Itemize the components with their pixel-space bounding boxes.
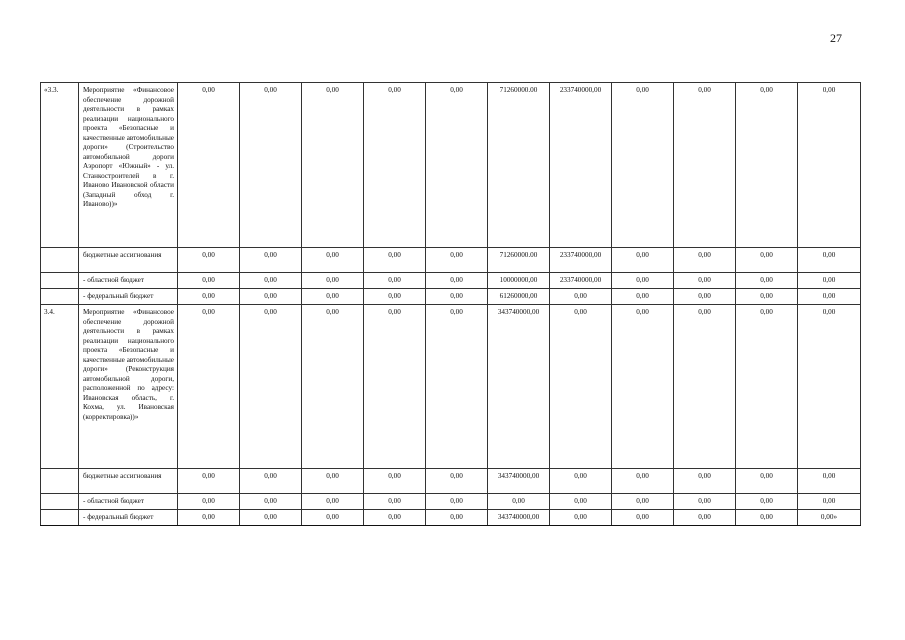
table-cell: 0,00: [178, 305, 240, 469]
table-cell: 0,00: [674, 289, 736, 305]
table-cell: 0,00: [426, 273, 488, 289]
table-cell: 0,00: [240, 83, 302, 248]
table-cell: 0,00: [240, 469, 302, 494]
table-cell: 0,00: [364, 494, 426, 510]
table-cell: 0,00: [426, 494, 488, 510]
table-cell: 0,00: [302, 289, 364, 305]
table-cell: 0,00: [240, 248, 302, 273]
table-row: [41, 305, 861, 469]
table-cell: 233740000,00: [550, 248, 612, 273]
table-cell: 0,00: [550, 469, 612, 494]
table-cell: 0,00: [798, 83, 861, 248]
table-cell: 0,00: [736, 305, 798, 469]
table-cell: 0,00: [612, 510, 674, 526]
row-label: Мероприятие «Финансовое обеспечение дорожной деятельности в рамках реализации национального проекта «Безопасные и качественные автомобильные дороги» (Строительство автомобильной дороги Аэропорт «Южный» - ул. Станкостроителей в г. Иваново Ивановской области (Западный обход г. Иваново))»: [79, 83, 178, 248]
table-cell: 0,00: [240, 510, 302, 526]
table-cell: 0,00: [302, 510, 364, 526]
table-cell: 0,00: [736, 273, 798, 289]
table-cell: 0,00: [798, 494, 861, 510]
table-cell: 0,00: [798, 289, 861, 305]
row-index: [41, 494, 79, 510]
table-cell: 0,00: [674, 494, 736, 510]
table-cell: 0,00: [674, 248, 736, 273]
table-cell: 0,00: [612, 273, 674, 289]
row-label: бюджетные ассигнования: [79, 248, 178, 273]
table-cell: 0,00: [488, 494, 550, 510]
table-cell: 0,00: [364, 248, 426, 273]
table-cell: 0,00»: [798, 510, 861, 526]
table-row: [41, 469, 861, 494]
table-cell: 0,00: [736, 83, 798, 248]
table-cell: 233740000,00: [550, 273, 612, 289]
table-cell: 0,00: [178, 510, 240, 526]
row-index: [41, 273, 79, 289]
table-cell: 0,00: [364, 273, 426, 289]
row-label: - федеральный бюджет: [79, 510, 178, 526]
table-cell: 0,00: [178, 248, 240, 273]
row-index: 3.4.: [41, 305, 79, 469]
table-cell: 0,00: [612, 469, 674, 494]
table-cell: 0,00: [612, 289, 674, 305]
table-cell: 0,00: [364, 83, 426, 248]
table-cell: 0,00: [798, 305, 861, 469]
table-cell: 0,00: [674, 469, 736, 494]
table-cell: 0,00: [302, 469, 364, 494]
table-cell: 233740000,00: [550, 83, 612, 248]
table-cell: 0,00: [674, 83, 736, 248]
table-cell: 0,00: [364, 305, 426, 469]
table-cell: 0,00: [240, 273, 302, 289]
page-number: 27: [830, 31, 842, 45]
table-cell: 61260000,00: [488, 289, 550, 305]
table-cell: 0,00: [426, 305, 488, 469]
row-index: «3.3.: [41, 83, 79, 248]
row-label: Мероприятие «Финансовое обеспечение дорожной деятельности в рамках реализации национального проекта «Безопасные и качественные автомобильные дороги» (Реконструкция автомобильной дороги, расположенной по адресу: Ивановская область, г. Кохма, ул. Ивановская (корректировка))»: [79, 305, 178, 469]
table-cell: 0,00: [302, 494, 364, 510]
row-label: - областной бюджет: [79, 273, 178, 289]
budget-table: [40, 82, 861, 526]
table-row: [41, 510, 861, 526]
table-cell: 0,00: [178, 469, 240, 494]
table-cell: 0,00: [736, 469, 798, 494]
table-cell: 0,00: [798, 469, 861, 494]
table-cell: 0,00: [426, 510, 488, 526]
table-cell: 0,00: [364, 469, 426, 494]
table-row: [41, 248, 861, 273]
table-cell: 343740000,00: [488, 510, 550, 526]
table-cell: 0,00: [612, 248, 674, 273]
row-index: [41, 510, 79, 526]
table-cell: 0,00: [798, 273, 861, 289]
table-cell: 0,00: [674, 510, 736, 526]
table-cell: 343740000,00: [488, 305, 550, 469]
table-row: [41, 273, 861, 289]
table-cell: 0,00: [550, 494, 612, 510]
table-cell: 0,00: [426, 248, 488, 273]
table-row: [41, 289, 861, 305]
table-cell: 0,00: [302, 305, 364, 469]
table-cell: 0,00: [674, 273, 736, 289]
table-cell: 0,00: [550, 289, 612, 305]
table-cell: 0,00: [426, 289, 488, 305]
row-index: [41, 469, 79, 494]
table-cell: 10000000,00: [488, 273, 550, 289]
row-index: [41, 289, 79, 305]
table-cell: 0,00: [240, 305, 302, 469]
table-cell: 0,00: [364, 510, 426, 526]
table-cell: 0,00: [736, 494, 798, 510]
table-cell: 0,00: [736, 248, 798, 273]
table-row: [41, 494, 861, 510]
table-cell: 0,00: [550, 510, 612, 526]
table-cell: 0,00: [178, 273, 240, 289]
table-cell: 0,00: [178, 83, 240, 248]
table-cell: 0,00: [240, 494, 302, 510]
table-cell: 0,00: [178, 289, 240, 305]
table-cell: 0,00: [736, 510, 798, 526]
table-cell: 71260000.00: [488, 248, 550, 273]
table-cell: 0,00: [612, 305, 674, 469]
table-cell: 0,00: [364, 289, 426, 305]
table-cell: 0,00: [240, 289, 302, 305]
table-cell: 0,00: [178, 494, 240, 510]
row-label: - областной бюджет: [79, 494, 178, 510]
table-cell: 0,00: [612, 494, 674, 510]
table-cell: 0,00: [736, 289, 798, 305]
table-cell: 0,00: [612, 83, 674, 248]
table-cell: 71260000.00: [488, 83, 550, 248]
table-cell: 0,00: [550, 305, 612, 469]
table-cell: 0,00: [426, 469, 488, 494]
table-cell: 0,00: [302, 83, 364, 248]
row-label: - федеральный бюджет: [79, 289, 178, 305]
table-cell: 0,00: [674, 305, 736, 469]
row-label: бюджетные ассигнования: [79, 469, 178, 494]
table-row: [41, 83, 861, 248]
row-index: [41, 248, 79, 273]
table-cell: 343740000,00: [488, 469, 550, 494]
table-cell: 0,00: [426, 83, 488, 248]
table-cell: 0,00: [798, 248, 861, 273]
table-cell: 0,00: [302, 248, 364, 273]
table-cell: 0,00: [302, 273, 364, 289]
